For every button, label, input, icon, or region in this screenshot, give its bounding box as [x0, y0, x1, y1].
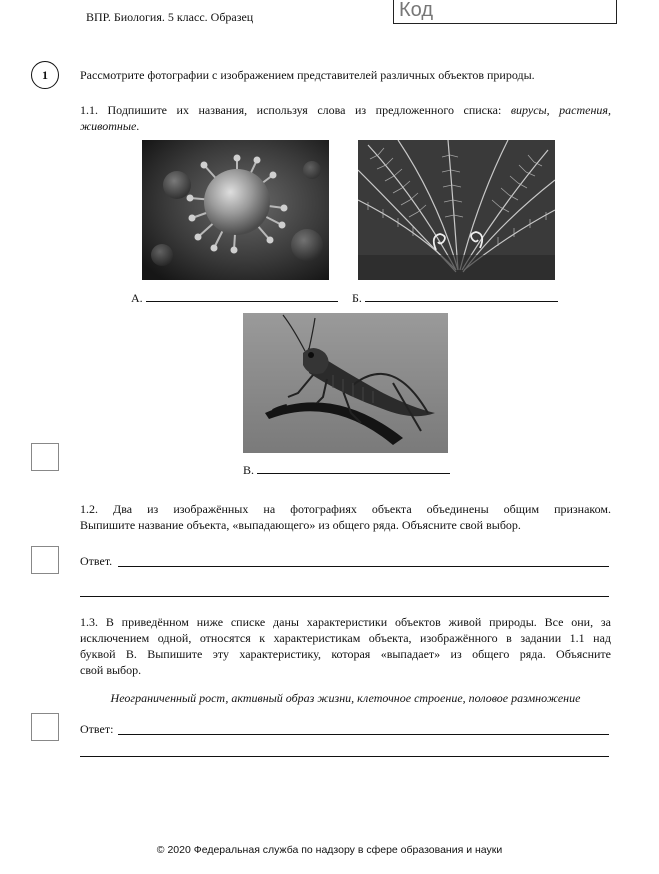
answer-label-1-2: Ответ. — [80, 554, 113, 568]
question-1-1-period: . — [136, 119, 140, 133]
score-box-1-2[interactable] — [31, 546, 59, 574]
page-header-title: ВПР. Биология. 5 класс. Образец — [86, 10, 254, 24]
question-1-3-line4: свой выбор. — [80, 663, 142, 677]
answer-line-1-3b[interactable] — [80, 756, 609, 757]
answer-label-1-3: Ответ: — [80, 722, 114, 736]
score-box-1-1[interactable] — [31, 443, 59, 471]
question-1-1-text: 1.1. Подпишите их названия, используя слова из предложенного списка: — [80, 103, 511, 117]
answer-line-1-2a[interactable] — [118, 566, 609, 567]
photo-a-label: А. — [131, 291, 143, 305]
question-1-1-words: вирусы, растения, — [510, 103, 612, 117]
footer-copyright: © 2020 Федеральная служба по надзору в сфере образования и науки — [156, 844, 503, 856]
question-1-1-words-2: животные — [80, 119, 137, 133]
question-1-1-line2 — [80, 118, 139, 134]
answer-line-1-3a[interactable] — [118, 734, 609, 735]
characteristics-list: Неограниченный рост, активный образ жизни, клеточное строение, половое размножение — [110, 691, 581, 705]
code-box[interactable] — [393, 0, 617, 24]
question-1-3-line3: буквой В. Выпишите эту характеристику, которая «выпадает» из общего ряда. Объясните — [80, 647, 611, 661]
task-number-badge: 1 — [31, 61, 59, 89]
photo-v-caption — [243, 463, 450, 478]
photo-v-label: В. — [243, 463, 255, 477]
answer-line-1-2b[interactable] — [80, 596, 609, 597]
photo-b-caption — [352, 291, 558, 306]
question-1-1-line1 — [80, 102, 611, 118]
virus-photo — [142, 140, 329, 280]
grasshopper-photo — [243, 313, 448, 453]
photo-a-caption — [131, 291, 338, 306]
question-1-2-line1: 1.2. Два из изображённых на фотографиях объекта объединены общим признаком. — [80, 502, 611, 516]
score-box-1-3[interactable] — [31, 713, 59, 741]
question-1-3-line2: исключением одной, относятся к характеристикам объекта, изображённого в задании 1.1 над — [80, 631, 611, 645]
fern-photo — [358, 140, 555, 280]
photo-b-answer-field[interactable] — [365, 291, 558, 302]
task-intro: Рассмотрите фотографии с изображением представителей различных объектов природы. — [80, 68, 535, 82]
photo-v-answer-field[interactable] — [257, 463, 450, 474]
question-1-2-line2: Выпишите название объекта, «выпадающего» из общего ряда. Объясните свой выбор. — [80, 518, 521, 532]
question-1-3-line1: 1.3. В приведённом ниже списке даны характеристики объектов живой природы. Все они, за — [80, 615, 611, 629]
photo-a-answer-field[interactable] — [146, 291, 338, 302]
photo-b-label: Б. — [352, 291, 362, 305]
code-label: Код — [399, 0, 434, 21]
